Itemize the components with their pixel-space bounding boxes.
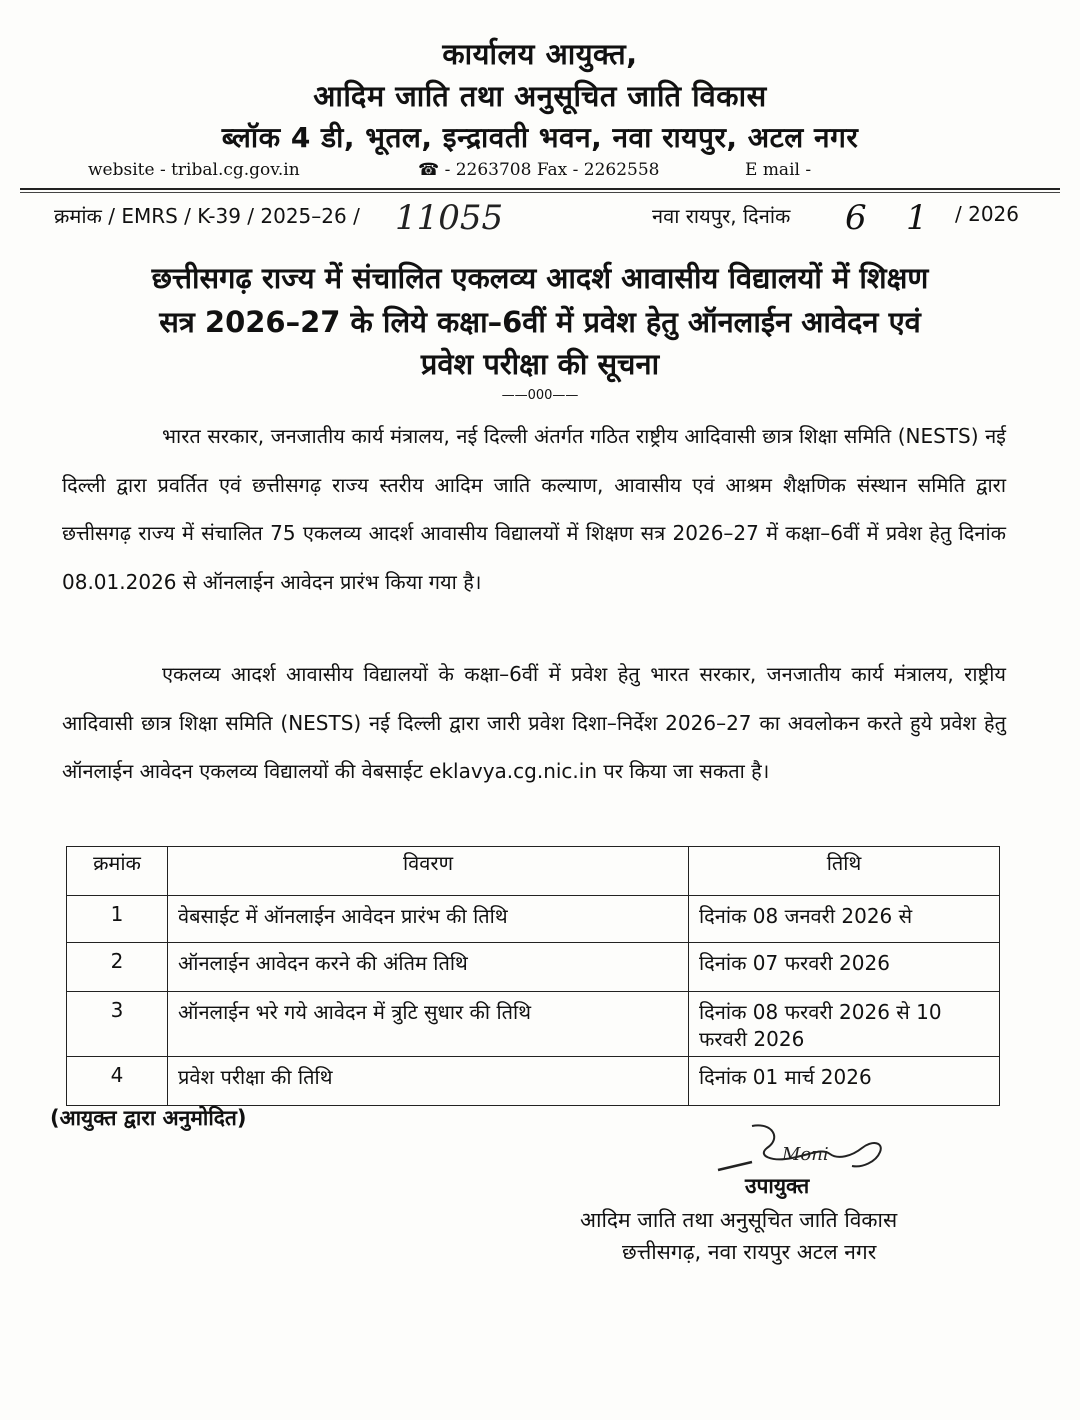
row-description: ऑनलाईन आवेदन करने की अंतिम तिथि <box>168 943 689 992</box>
title-separator: ——000—— <box>501 388 579 403</box>
row-description: वेबसाईट में ऑनलाईन आवेदन प्रारंभ की तिथि <box>168 896 689 943</box>
row-date: दिनांक 07 फरवरी 2026 <box>689 943 1000 992</box>
phone-fax-text <box>418 160 659 180</box>
row-date: दिनांक 08 जनवरी 2026 से <box>689 896 1000 943</box>
paragraph-text: भारत सरकार, जनजातीय कार्य मंत्रालय, नई दिल्ली अंतर्गत गठित राष्ट्रीय आदिवासी छात्र शिक्षा समिति (NESTS) नई दिल्ली द्वारा प्रवर्तित एवं छत्तीसगढ़ राज्य स्तरीय आदिम जाति कल्याण, आवासीय एवं आश्रम शैक्षणिक संस्थान समिति द्वारा छत्तीसगढ़ राज्य में संचालित 75 एकलव्य आदर्श आवासीय विद्यालयों में शिक्षण सत्र 2026–27 में कक्षा–6वीं में प्रवेश हेतु दिनांक 08.01.2026 से ऑनलाईन आवेदन प्रारंभ किया गया है। <box>62 424 1006 594</box>
row-date: दिनांक 08 फरवरी 2026 से 10 फरवरी 2026 <box>689 992 1000 1057</box>
signature-text: Moni <box>782 1144 829 1165</box>
table-row <box>67 992 1000 1057</box>
body-paragraph-2 <box>62 650 1006 796</box>
row-serial: 2 <box>67 943 168 992</box>
notice-title-line-2: सत्र 2026–27 के लिये कक्षा–6वीं में प्रवेश हेतु ऑनलाईन आवेदन एवं <box>159 305 921 339</box>
notice-title-line-1: छत्तीसगढ़ राज्य में संचालित एकलव्य आदर्श आवासीय विद्यालयों में शिक्षण <box>151 261 929 295</box>
table-row <box>67 896 1000 943</box>
column-header-serial: क्रमांक <box>67 847 168 896</box>
notice-title-line-3: प्रवेश परीक्षा की सूचना <box>420 347 660 381</box>
signatory-city: छत्तीसगढ़, नवा रायपुर अटल नगर <box>622 1240 877 1264</box>
date-day-handwritten: 6 <box>845 198 867 238</box>
row-serial: 1 <box>67 896 168 943</box>
table-row <box>67 943 1000 992</box>
row-serial: 3 <box>67 992 168 1057</box>
schedule-table <box>66 846 1000 1106</box>
row-date: दिनांक 01 मार्च 2026 <box>689 1057 1000 1106</box>
header-divider <box>20 188 1060 190</box>
approval-note: (आयुक्त द्वारा अनुमोदित) <box>50 1106 247 1130</box>
signatory-department: आदिम जाति तथा अनुसूचित जाति विकास <box>580 1208 898 1232</box>
column-header-date: तिथि <box>689 847 1000 896</box>
table-header-row <box>67 847 1000 896</box>
office-title: कार्यालय आयुक्त, <box>442 37 638 71</box>
body-paragraph-1 <box>62 412 1006 606</box>
table-row <box>67 1057 1000 1106</box>
header-divider-thin <box>20 192 1060 193</box>
row-serial: 4 <box>67 1057 168 1106</box>
reference-number-handwritten: 11055 <box>395 198 504 238</box>
website-text: website - tribal.cg.gov.in <box>88 160 300 180</box>
date-year: / 2026 <box>955 202 1019 226</box>
department-name: आदिम जाति तथा अनुसूचित जाति विकास <box>313 79 767 113</box>
row-description: प्रवेश परीक्षा की तिथि <box>168 1057 689 1106</box>
reference-number: क्रमांक / EMRS / K-39 / 2025–26 / <box>54 204 360 228</box>
place-date-label: नवा रायपुर, दिनांक <box>652 204 791 228</box>
date-month-handwritten: 1 <box>906 198 928 238</box>
telephone-icon: ☎ - 2263708 Fax - 2262558 <box>418 160 660 180</box>
paragraph-text: एकलव्य आदर्श आवासीय विद्यालयों के कक्षा–6वीं में प्रवेश हेतु भारत सरकार, जनजातीय कार्य मंत्रालय, राष्ट्रीय आदिवासी छात्र शिक्षा समिति (NESTS) नई दिल्ली द्वारा जारी प्रवेश दिशा–निर्देश 2026–27 का अवलोकन करते हुये प्रवेश हेतु ऑनलाईन आवेदन एकलव्य विद्यालयों की वेबसाईट eklavya.cg.nic.in पर किया जा सकता है। <box>62 662 1006 783</box>
email-label: E mail - <box>745 160 812 180</box>
office-address: ब्लॉक 4 डी, भूतल, इन्द्रावती भवन, नवा रायपुर, अटल नगर <box>221 121 859 154</box>
column-header-description: विवरण <box>168 847 689 896</box>
signatory-designation: उपायुक्त <box>745 1174 810 1198</box>
row-description: ऑनलाईन भरे गये आवेदन में त्रुटि सुधार की तिथि <box>168 992 689 1057</box>
